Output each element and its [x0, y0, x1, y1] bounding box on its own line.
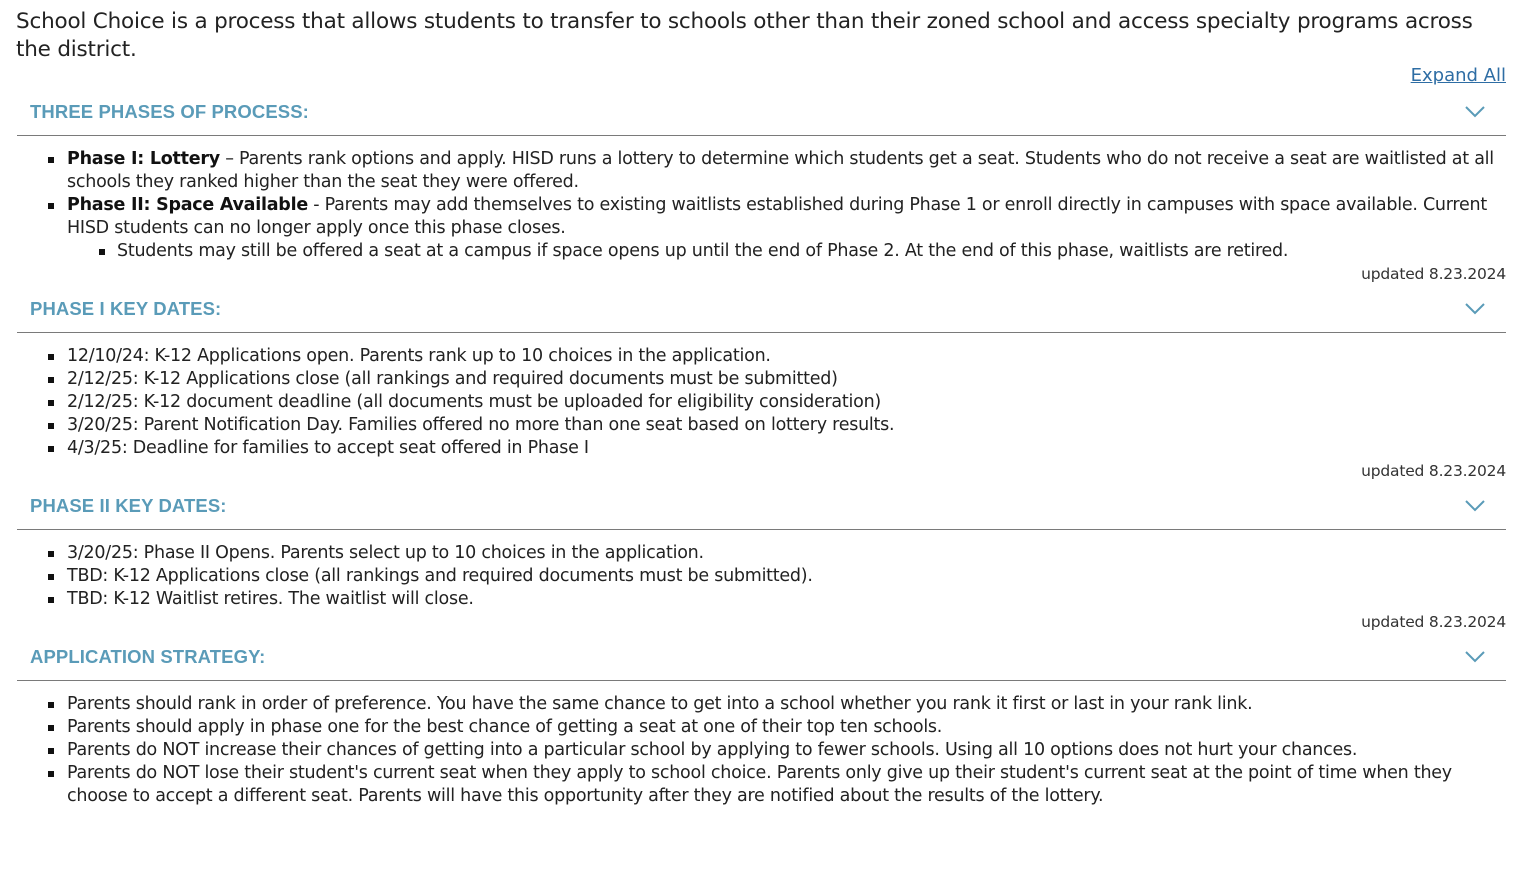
sub-list-item: Students may still be offered a seat at a campus if space opens up until the end of Phase 2. At the end of this phase, waitlists are retired.: [117, 240, 1506, 263]
updated-date: updated 8.23.2024: [1361, 462, 1506, 480]
list-item-text: TBD: K-12 Waitlist retires. The waitlist will close.: [67, 589, 474, 609]
list-item: [67, 414, 1506, 437]
list-item-text: Parents do NOT lose their student's current seat when they apply to school choice. Parents only give up their student's current seat at the point of time when they choose to accept a different seat. Parents will have this opportunity after they are notified about the results of the lottery.: [67, 763, 1452, 806]
section-header[interactable]: [17, 483, 1506, 530]
list-item-text: – Parents rank options and apply. HISD runs a lottery to determine which students get a seat. Students who do not receive a seat are waitlisted at all schools they ranked higher than the seat they were offered.: [67, 149, 1494, 192]
list-item: [67, 762, 1506, 808]
accordion: [17, 89, 1506, 808]
list-item-text: 4/3/25: Deadline for families to accept seat offered in Phase I: [67, 438, 589, 458]
expand-row: [17, 65, 1506, 89]
list-item-text: 3/20/25: Phase II Opens. Parents select up to 10 choices in the application.: [67, 543, 704, 563]
updated-date: updated 8.23.2024: [1361, 613, 1506, 631]
list-item-text: - Parents may add themselves to existing waitlists established during Phase 1 or enroll directly in campuses with space available. Current HISD students can no longer apply once this phase closes.: [67, 195, 1487, 238]
list-item-lead: Phase I: Lottery: [67, 149, 220, 169]
bullet-list: [17, 542, 1506, 611]
list-item: [67, 565, 1506, 588]
list-item: [67, 148, 1506, 194]
list-item-text: Parents should rank in order of preference. You have the same chance to get into a school whether you rank it first or last in your rank link.: [67, 694, 1253, 714]
bullet-list: [17, 345, 1506, 460]
list-item: [67, 542, 1506, 565]
expand-all-link[interactable]: Expand All: [1410, 65, 1506, 86]
list-item: [67, 437, 1506, 460]
section-header[interactable]: [17, 89, 1506, 136]
section-title: PHASE II KEY DATES:: [30, 495, 227, 516]
bullet-list: [17, 148, 1506, 263]
list-item-lead: Phase II: Space Available: [67, 195, 308, 215]
bullet-list: [17, 693, 1506, 808]
list-item: [67, 345, 1506, 368]
list-item-text: 2/12/25: K-12 document deadline (all documents must be uploaded for eligibility consideration): [67, 392, 881, 412]
list-item-text: 2/12/25: K-12 Applications close (all rankings and required documents must be submitted): [67, 369, 838, 389]
sub-bullet-list: [67, 240, 1506, 263]
section-three-phases-of-process: [17, 89, 1506, 286]
section-title: PHASE I KEY DATES:: [30, 298, 222, 319]
section-title: THREE PHASES OF PROCESS:: [30, 101, 309, 122]
school-choice-page: [17, 8, 1506, 808]
list-item-text: Parents do NOT increase their chances of getting into a particular school by applying to fewer schools. Using all 10 options does not hurt your chances.: [67, 740, 1358, 760]
section-body: [17, 530, 1506, 634]
section-body: [17, 136, 1506, 286]
section-body: [17, 333, 1506, 483]
section-application-strategy: [17, 634, 1506, 808]
section-title: APPLICATION STRATEGY:: [30, 646, 266, 667]
list-item: [67, 588, 1506, 611]
intro-text: School Choice is a process that allows students to transfer to schools other than their zoned school and access specialty programs across the district.: [16, 9, 1473, 62]
list-item: [67, 693, 1506, 716]
section-phase-ii-key-dates: [17, 483, 1506, 634]
list-item-text: TBD: K-12 Applications close (all rankings and required documents must be submitted).: [67, 566, 813, 586]
section-phase-i-key-dates: [17, 286, 1506, 483]
list-item-text: 12/10/24: K-12 Applications open. Parents rank up to 10 choices in the application.: [67, 346, 771, 366]
list-item: [67, 368, 1506, 391]
chevron-down-icon[interactable]: [1464, 101, 1486, 123]
list-item-text: Parents should apply in phase one for the best chance of getting a seat at one of their top ten schools.: [67, 717, 943, 737]
chevron-down-icon[interactable]: [1464, 495, 1486, 517]
chevron-down-icon[interactable]: [1464, 646, 1486, 668]
updated-date: updated 8.23.2024: [1361, 265, 1506, 283]
section-header[interactable]: [17, 634, 1506, 681]
section-header[interactable]: [17, 286, 1506, 333]
list-item: [67, 194, 1506, 263]
list-item: [67, 391, 1506, 414]
list-item: [67, 716, 1506, 739]
section-body: [17, 681, 1506, 808]
list-item-text: 3/20/25: Parent Notification Day. Families offered no more than one seat based on lottery results.: [67, 415, 895, 435]
list-item: [67, 739, 1506, 762]
chevron-down-icon[interactable]: [1464, 298, 1486, 320]
